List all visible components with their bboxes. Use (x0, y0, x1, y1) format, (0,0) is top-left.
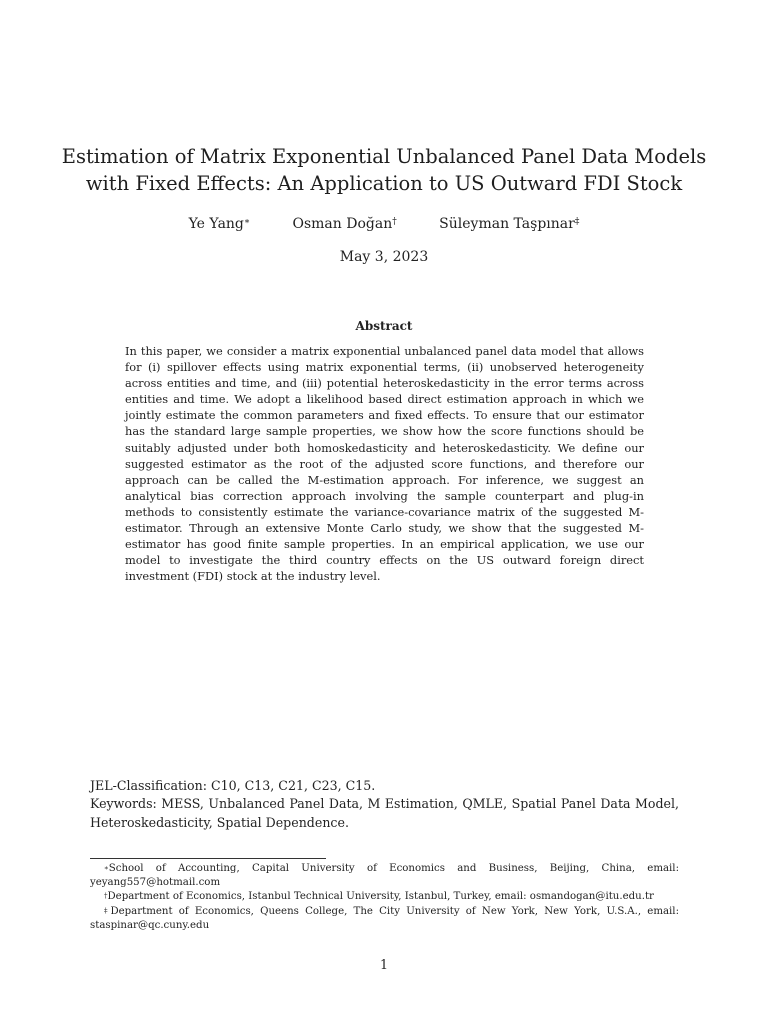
author-footnote-mark: ‡ (574, 217, 580, 227)
author-name: Ye Yang (188, 216, 244, 232)
footnote-mark: ‡ (104, 906, 111, 915)
author-name: Osman Doğan (292, 216, 393, 232)
author-list (60, 214, 708, 234)
abstract-heading: Abstract (355, 319, 413, 333)
footnote-1 (90, 862, 679, 890)
footnote-mark: ∗ (104, 864, 109, 872)
author-1 (189, 214, 250, 234)
author-2 (292, 214, 396, 234)
footnote-text: Department of Economics, Istanbul Technical University, Istanbul, Turkey, email: osmandogan@itu.edu.tr (107, 891, 654, 903)
paper-title: Estimation of Matrix Exponential Unbalanced Panel Data Models with Fixed Effects: An Application to US Outward FDI Stock (61, 145, 707, 195)
footnote-text: School of Accounting, Capital University of Economics and Business, Beijing, China, email: yeyang557@hotmail.com (90, 863, 679, 889)
jel-classification: JEL-Classification: C10, C13, C21, C23, C15. (90, 778, 376, 793)
author-footnote-mark: † (392, 217, 397, 227)
author-footnote-mark: ∗ (243, 217, 251, 227)
footnote-divider (90, 858, 326, 859)
author-3 (439, 214, 579, 234)
footnotes (90, 862, 679, 933)
page-number: 1 (379, 957, 388, 972)
keywords: Keywords: MESS, Unbalanced Panel Data, M Estimation, QMLE, Spatial Panel Data Model, Heteroskedasticity, Spatial Dependence. (90, 796, 679, 830)
footnote-3 (90, 905, 679, 933)
author-name: Süleyman Taşpınar (439, 216, 575, 232)
footnote-mark: † (104, 892, 108, 901)
paper-date: May 3, 2023 (339, 249, 429, 265)
footnote-2 (90, 890, 679, 904)
footnote-text: Department of Economics, Queens College, The City University of New York, New York, U.S.A., email: staspinar@qc.cuny.edu (90, 905, 680, 931)
abstract-text: In this paper, we consider a matrix exponential unbalanced panel data model that allows for (i) spillover effects using matrix exponential terms, (ii) unobserved heterogeneity across entities and time, and (iii) potential heteroskedasticity in the error terms across entities and time. We adopt a likelihood based direct estimation approach in which we jointly estimate the common parameters and fixed effects. To ensure that our estimator has the standard large sample properties, we show how the score functions should be suitably adjusted under both homoskedasticity and heteroskedasticity. We define our suggested estimator as the root of the adjusted score functions, and therefore our approach can be called the M-estimation approach. For inference, we suggest an analytical bias correction approach involving the sample counterpart and plug-in methods to consistently estimate the variance-covariance matrix of the suggested M-estimator. Through an extensive Monte Carlo study, we show that the suggested M-estimator has good finite sample properties. In an empirical application, we use our model to investigate the third country effects on the US outward foreign direct investment (FDI) stock at the industry level. (125, 344, 644, 584)
